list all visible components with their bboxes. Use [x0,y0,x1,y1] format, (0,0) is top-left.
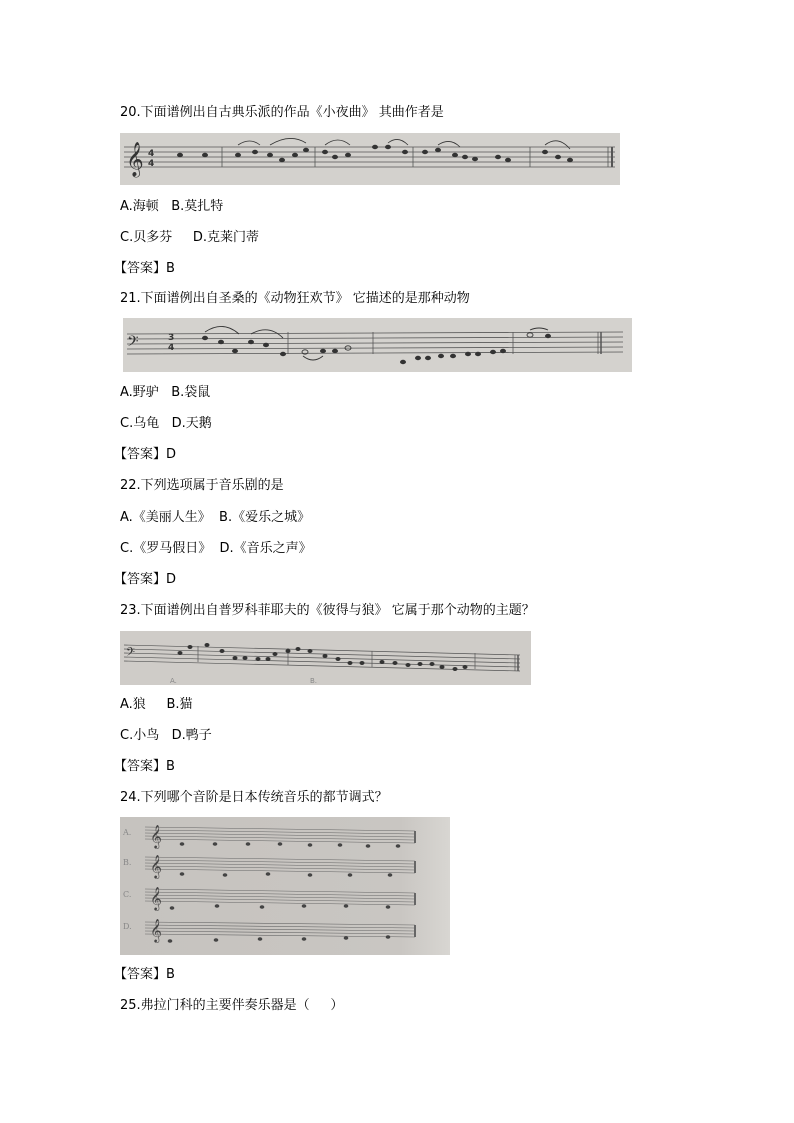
svg-text:4: 4 [148,149,155,159]
svg-text:B.: B. [123,858,132,867]
svg-text:D.: D. [123,922,132,931]
question-20-options-ab: A.海顿 B.莫扎特 [120,199,224,214]
svg-text:4: 4 [168,343,175,353]
question-23-options-ab: A.狼 B.猫 [120,697,193,712]
svg-text:𝄞: 𝄞 [150,824,162,848]
svg-text:𝄞: 𝄞 [150,918,162,942]
svg-text:B.: B. [310,677,318,685]
question-24-scales-image [120,817,450,955]
question-20-options-cd: C.贝多芬 D.克莱门蒂 [120,230,260,245]
question-22-options-ab: A.《美丽人生》 B.《爱乐之城》 [120,510,311,525]
question-24-answer: 【答案】B [114,967,175,982]
question-20-score-image [120,133,620,185]
svg-text:3: 3 [168,333,175,343]
question-23-options-cd: C.小鸟 D.鸭子 [120,728,212,743]
question-21-stem: 21.下面谱例出自圣桑的《动物狂欢节》 它描述的是那种动物 [120,291,470,306]
svg-text:A.: A. [123,828,132,837]
question-22-options-cd: C.《罗马假日》 D.《音乐之声》 [120,541,312,556]
question-25-stem: 25.弗拉门科的主要伴奏乐器是（ ） [120,998,344,1013]
question-21-answer: 【答案】D [114,447,177,462]
question-21-options-cd: C.乌龟 D.天鹅 [120,416,212,431]
question-22-stem: 22.下列选项属于音乐剧的是 [120,478,284,493]
question-20-answer: 【答案】B [114,261,175,276]
question-23-answer: 【答案】B [114,759,175,774]
svg-text:4: 4 [148,159,155,169]
question-23-score-image [120,631,531,685]
svg-text:𝄞: 𝄞 [150,854,162,878]
svg-text:𝄞: 𝄞 [150,886,162,910]
svg-text:𝄢: 𝄢 [126,646,136,662]
question-22-answer: 【答案】D [114,572,177,587]
svg-text:A.: A. [170,677,177,685]
question-23-stem: 23.下面谱例出自普罗科菲耶夫的《彼得与狼》 它属于那个动物的主题？ [120,603,535,618]
question-24-stem: 24.下列哪个音阶是日本传统音乐的都节调式？ [120,790,388,805]
question-20-stem: 20.下面谱例出自古典乐派的作品《小夜曲》 其曲作者是 [120,105,444,120]
question-21-options-ab: A.野驴 B.袋鼠 [120,385,211,400]
svg-text:𝄞: 𝄞 [126,142,144,177]
question-21-score-image [123,318,632,372]
svg-text:C.: C. [123,890,132,899]
svg-text:𝄢: 𝄢 [127,333,139,354]
